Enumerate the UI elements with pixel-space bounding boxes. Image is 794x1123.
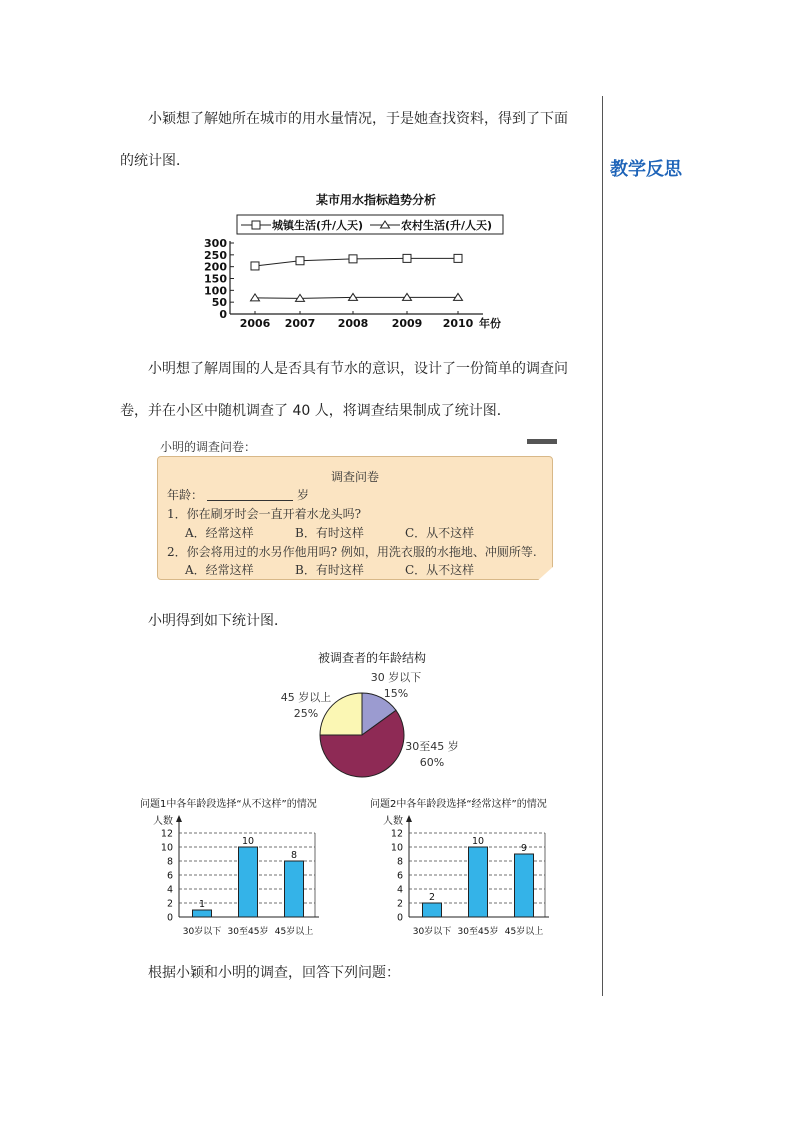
bar-category-label-1: 30岁以下 xyxy=(182,927,222,937)
questionnaire-label: 小明的调查问卷： xyxy=(160,440,257,454)
bar-value-label-2: 10 xyxy=(471,836,485,847)
bar-y-tick-label: 8 xyxy=(166,856,173,868)
line-chart-x-tick-label: 2008 xyxy=(337,317,369,330)
bar-2 xyxy=(469,847,488,917)
q1-option-c: C．从不这样 xyxy=(405,526,475,540)
line-series-1-point xyxy=(403,254,411,262)
bar-category-label-3: 45岁以上 xyxy=(274,927,314,937)
bar-2 xyxy=(239,847,258,917)
questionnaire-title: 调查问卷 xyxy=(330,470,379,484)
line-chart-y-tick-label: 100 xyxy=(204,284,227,298)
bar-category-label-2: 30至45岁 xyxy=(457,927,499,937)
bar-y-tick-label: 12 xyxy=(160,828,173,840)
bar-category-label-2: 30至45岁 xyxy=(227,927,269,937)
line-chart-x-tick-label: 2009 xyxy=(391,317,423,330)
bar-value-label-3: 9 xyxy=(520,843,528,854)
pie-percent-3: 25% xyxy=(293,707,319,720)
line-chart-y-tick-label: 250 xyxy=(204,248,227,262)
q2-option-b: B．有时这样 xyxy=(295,563,364,577)
bar-chart-2-ylabel: 人数 xyxy=(383,816,403,827)
line-series-1-point xyxy=(454,254,462,262)
bar-y-tick-label: 4 xyxy=(396,884,403,896)
line-chart-x-tick-label: 2010 xyxy=(442,317,474,330)
line-chart-x-tick-label: 2006 xyxy=(239,317,271,330)
paragraph-2-line-2: 卷，并在小区中随机调查了 40 人，将调查结果制成了统计图． xyxy=(120,403,511,419)
bar-1 xyxy=(193,910,212,917)
pie-chart-title: 被调查者的年龄结构 xyxy=(317,651,427,665)
bar-category-label-3: 45岁以上 xyxy=(504,927,544,937)
bar-y-tick-label: 0 xyxy=(166,912,173,924)
legend-label-2: 农村生活(升/人天) xyxy=(401,219,493,232)
bar-value-label-1: 1 xyxy=(198,899,206,910)
line-series-1-point xyxy=(251,262,259,270)
line-chart-y-tick-label: 50 xyxy=(211,296,227,310)
bar-y-tick-label: 0 xyxy=(396,912,403,924)
line-chart-x-axis-label: 年份 xyxy=(479,317,501,330)
line-series-2-point xyxy=(251,294,260,301)
bar-value-label-3: 8 xyxy=(290,850,298,861)
bar-1 xyxy=(423,903,442,917)
age-suffix: 岁 xyxy=(297,488,310,502)
questionnaire-card xyxy=(157,456,553,580)
bar-y-tick-label: 12 xyxy=(390,828,403,840)
bar-3 xyxy=(285,861,304,917)
q2-option-a: A．经常这样 xyxy=(185,563,254,577)
pie-percent-1: 15% xyxy=(383,687,409,700)
q1-option-a: A．经常这样 xyxy=(185,526,254,540)
bar-y-tick-label: 8 xyxy=(396,856,403,868)
line-chart-x-tick-label: 2007 xyxy=(284,317,316,330)
line-chart-y-tick-label: 200 xyxy=(204,260,227,274)
line-chart-title: 某市用水指标趋势分析 xyxy=(315,193,437,207)
pie-percent-2: 60% xyxy=(419,756,445,769)
bar-value-label-1: 2 xyxy=(428,892,436,903)
closing-question: 根据小颖和小明的调查，回答下列问题： xyxy=(148,965,400,981)
bar-y-tick-label: 6 xyxy=(396,870,403,882)
bar-y-tick-label: 2 xyxy=(166,898,173,910)
line-chart-y-tick-label: 300 xyxy=(204,237,227,250)
legend-label-1: 城镇生活(升/人天) xyxy=(272,219,364,232)
teaching-reflection-title: 教学反思 xyxy=(610,159,682,180)
bar-y-axis-arrow xyxy=(176,815,182,822)
bar-chart-1-title: 问题1中各年龄段选择“从不这样”的情况 xyxy=(140,799,317,810)
line-series-2-point xyxy=(349,293,358,300)
bar-chart-question-2 xyxy=(365,793,595,943)
paragraph-3: 小明得到如下统计图． xyxy=(148,613,288,629)
margin-divider xyxy=(602,96,603,996)
paragraph-2-line-1: 小明想了解周围的人是否具有节水的意识，设计了一份简单的调查问 xyxy=(148,361,568,377)
bar-y-tick-label: 10 xyxy=(390,842,403,854)
pie-label-3: 45 岁以上 xyxy=(280,691,332,704)
question-2: 2．你会将用过的水另作他用吗? 例如，用洗衣服的水拖地、冲厕所等. xyxy=(167,545,537,559)
intro-line-2: 的统计图． xyxy=(120,153,190,169)
age-structure-pie-chart xyxy=(270,645,480,780)
bar-3 xyxy=(515,854,534,917)
pie-label-1: 30 岁以下 xyxy=(370,671,422,684)
q1-option-b: B．有时这样 xyxy=(295,526,364,540)
bar-y-tick-label: 4 xyxy=(166,884,173,896)
questionnaire-tab-bar xyxy=(527,439,557,444)
line-series-1-point xyxy=(296,257,304,265)
intro-line-1: 小颖想了解她所在城市的用水量情况，于是她查找资料，得到了下面 xyxy=(148,111,568,127)
bar-y-tick-label: 10 xyxy=(160,842,173,854)
questionnaire-page-curl xyxy=(535,565,555,583)
legend-marker-1 xyxy=(252,221,260,229)
bar-y-tick-label: 2 xyxy=(396,898,403,910)
line-series-1-point xyxy=(349,255,357,263)
age-field xyxy=(167,486,309,503)
bar-value-label-2: 10 xyxy=(241,836,255,847)
pie-label-2: 30至45 岁 xyxy=(405,740,459,753)
line-chart-y-tick-label: 150 xyxy=(204,272,227,286)
bar-chart-2-title: 问题2中各年龄段选择“经常这样”的情况 xyxy=(370,799,547,810)
water-usage-line-chart xyxy=(200,188,520,333)
q2-option-c: C．从不这样 xyxy=(405,563,475,577)
bar-chart-question-1 xyxy=(135,793,360,943)
question-1: 1．你在刷牙时会一直开着水龙头吗? xyxy=(167,507,362,521)
bar-y-axis-arrow xyxy=(406,815,412,822)
age-prefix: 年龄： xyxy=(167,488,204,502)
bar-chart-1-ylabel: 人数 xyxy=(153,816,173,827)
bar-category-label-1: 30岁以下 xyxy=(412,927,452,937)
age-blank-line xyxy=(207,500,293,501)
bar-y-tick-label: 6 xyxy=(166,870,173,882)
line-chart-y-tick-label: 0 xyxy=(219,308,227,321)
